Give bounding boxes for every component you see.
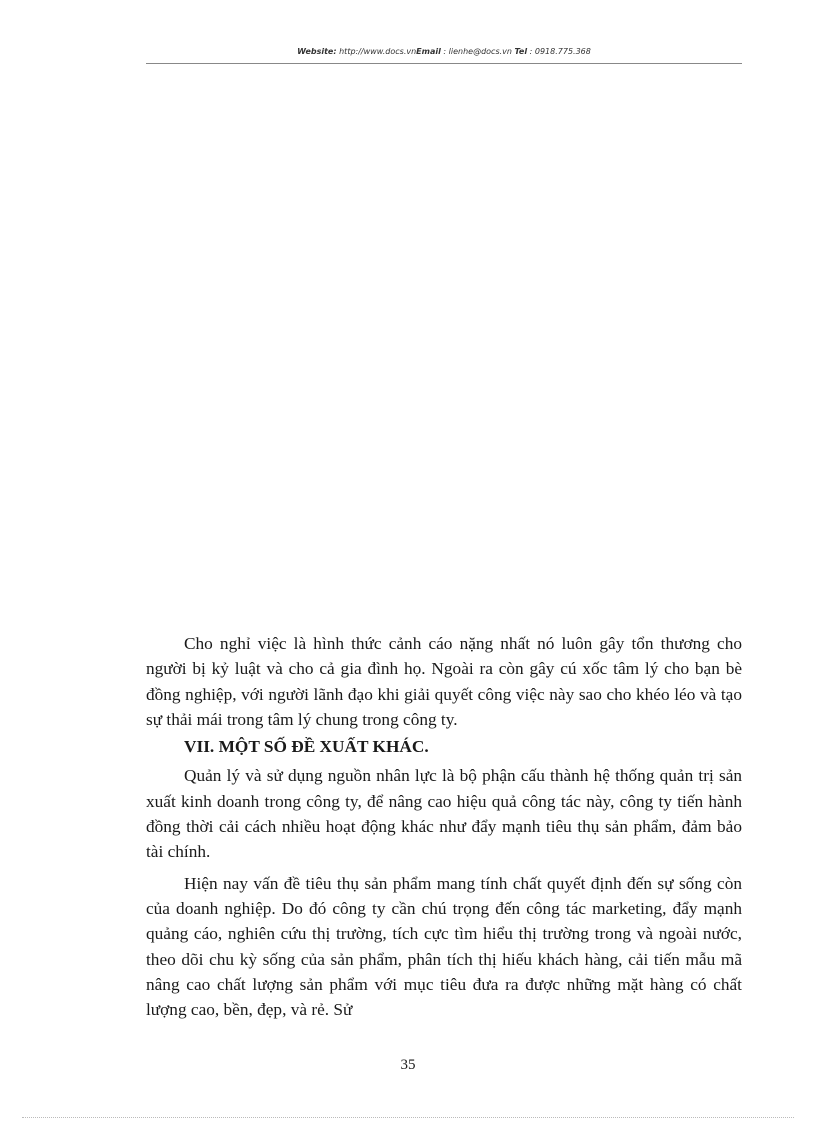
tel-value: : 0918.775.368 <box>527 47 591 56</box>
page-header <box>146 47 742 56</box>
tel-label: Tel <box>514 47 528 56</box>
paragraph-product-consumption: Hiện nay vấn đề tiêu thụ sản phẩm mang tính chất quyết định đến sự sống còn của doanh nghiệp. Do đó công ty cần chú trọng đến công tác marketing, đẩy mạnh quảng cáo, nghiên cứu thị trường, tích cực tìm hiểu thị trường trong và ngoài nước, theo dõi chu kỳ sống của sản phẩm, phân tích thị hiếu khách hàng, cải tiến mẫu mã nâng cao chất lượng sản phẩm với mục tiêu đưa ra được những mặt hàng có chất lượng cao, bền, đẹp, và rẻ. Sử <box>146 873 742 1020</box>
footer-divider <box>22 1117 794 1118</box>
paragraph-dismissal: Cho nghỉ việc là hình thức cảnh cáo nặng nhất nó luôn gây tổn thương cho người bị kỷ luật và cho cả gia đình họ. Ngoài ra còn gây cú xốc tâm lý cho bạn bè đồng nghiệp, với người lãnh đạo khi giải quyết công việc này sao cho khéo léo và tạo sự thải mái trong tâm lý chung trong công ty. <box>146 634 742 729</box>
website-label: Website: <box>297 47 337 56</box>
page-number: 35 <box>400 1057 416 1073</box>
email-label: Email <box>416 47 441 56</box>
header-divider <box>146 63 742 64</box>
section-heading: VII. MỘT SỐ ĐỀ XUẤT KHÁC. <box>184 737 429 757</box>
website-value: http://www.docs.vn <box>336 47 417 56</box>
paragraph-hr-management: Quản lý và sử dụng nguồn nhân lực là bộ phận cấu thành hệ thống quản trị sản xuất kinh doanh trong công ty, để nâng cao hiệu quả công tác này, công ty tiến hành đồng thời cải cách nhiều hoạt động khác như đẩy mạnh tiêu thụ sản phẩm, đảm bảo tài chính. <box>146 766 742 862</box>
email-value: : lienhe@docs.vn <box>440 47 515 56</box>
document-body <box>146 631 742 1022</box>
